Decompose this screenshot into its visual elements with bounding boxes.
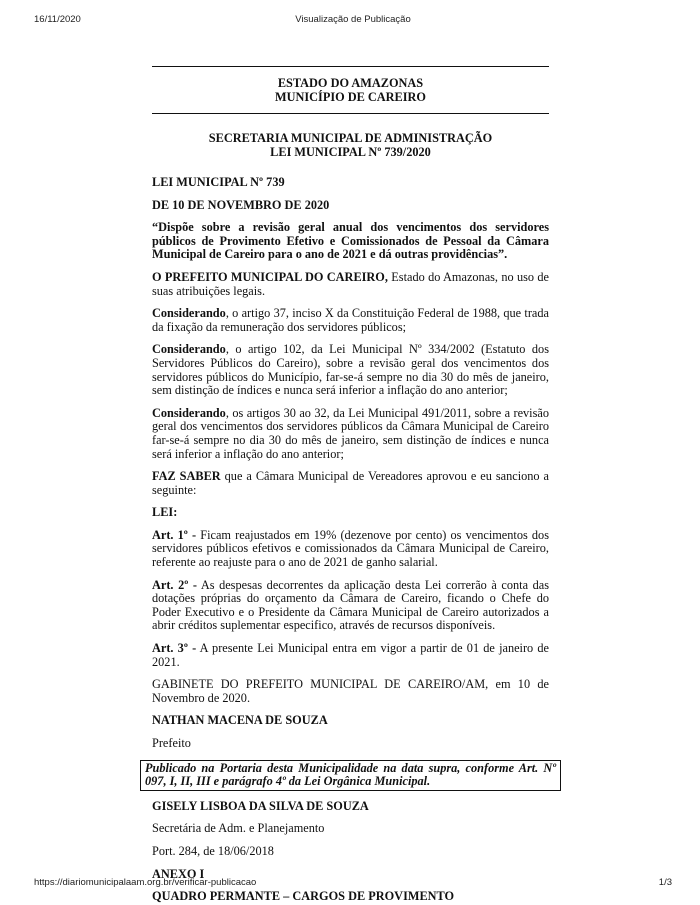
- considerando-label: Considerando: [152, 306, 226, 321]
- faz-saber: [152, 470, 549, 497]
- law-date: DE 10 DE NOVEMBRO DE 2020: [152, 197, 330, 212]
- secretariat-line: SECRETARIA MUNICIPAL DE ADMINISTRAÇÃO: [208, 131, 493, 145]
- state-heading: [152, 77, 549, 104]
- article-2: [152, 579, 549, 633]
- article-label: Art. 3º -: [152, 641, 197, 656]
- considerando-text: , o artigo 102, da Lei Municipal Nº 334/2002 (Estatuto dos Servidores Públicos do Careiro), sobre a revisão geral dos vencimentos dos servidores públicos do Município, far-se-á sempre no dia 30 do mês de janeiro, sem distinção de índices e nunca será inferior a inflação do ano anterior;: [152, 342, 549, 398]
- secretary-name: GISELY LISBOA DA SILVA DE SOUZA: [152, 798, 369, 813]
- law-reference-line: LEI MUNICIPAL Nº 739/2020: [270, 144, 431, 159]
- publication-note: Publicado na Portaria desta Municipalidade na data supra, conforme Art. Nº 097, I, II, III e parágrafo 4º da Lei Orgânica Municipal.: [140, 760, 561, 791]
- top-rule: [152, 66, 549, 67]
- page-number: 1/3: [658, 877, 672, 888]
- faz-saber-text: que a Câmara Municipal de Vereadores aprovou e eu sanciono a seguinte:: [152, 469, 549, 497]
- article-text: Ficam reajustados em 19% (dezenove por cento) os vencimentos dos servidores públicos efetivos e comissionados da Câmara Municipal de Careiro, referente ao reajuste para o ano de 2021 de ganho salarial.: [152, 527, 549, 570]
- considerando-2: [152, 343, 549, 397]
- preamble-text: Estado do Amazonas, no uso de suas atribuições legais.: [152, 269, 549, 298]
- annex-title: QUADRO PERMANTE – CARGOS DE PROVIMENTO: [152, 889, 455, 904]
- preamble-bold: O PREFEITO MUNICIPAL DO CAREIRO,: [152, 269, 388, 284]
- secretariat-heading: [152, 132, 549, 159]
- bottom-rule: [152, 113, 549, 114]
- mayor-title: Prefeito: [152, 736, 191, 750]
- considerando-label: Considerando: [152, 405, 226, 420]
- considerando-3: [152, 407, 549, 461]
- law-summary: “Dispõe sobre a revisão geral anual dos vencimentos dos servidores públicos de Provimento Efetivo e Comissionados de Pessoal da Câmara Municipal de Careiro para o ano de 2021 e dá outras providências”.: [152, 220, 549, 262]
- law-number: LEI MUNICIPAL Nº 739: [152, 175, 285, 189]
- article-text: A presente Lei Municipal entra em vigor a partir de 01 de janeiro de 2021.: [152, 641, 549, 669]
- faz-saber-bold: FAZ SABER: [152, 469, 221, 484]
- article-1: [152, 529, 549, 570]
- print-title: Visualização de Publicação: [295, 14, 411, 25]
- annex-label: ANEXO I: [152, 866, 205, 881]
- article-text: As despesas decorrentes da aplicação desta Lei correrão à conta das dotações próprias do orçamento da Câmara de Careiro, ficando o Chefe do Poder Executivo e o Presidente da Câmara Municipal de Careiro autorizados a abrir créditos suplementar especifico, através de recursos disponíveis.: [152, 577, 549, 633]
- article-label: Art. 1º -: [152, 527, 197, 542]
- gabinete: GABINETE DO PREFEITO MUNICIPAL DE CAREIRO/AM, em 10 de Novembro de 2020.: [152, 677, 549, 705]
- mayor-name: NATHAN MACENA DE SOUZA: [152, 713, 328, 728]
- secretary-title: Secretária de Adm. e Planejamento: [152, 821, 325, 836]
- footer-url[interactable]: https://diariomunicipalaam.org.br/verificar-publicacao: [34, 877, 257, 888]
- considerando-text: , o artigo 37, inciso X da Constituição Federal de 1988, que trada da fixação da remuneração dos servidores públicos;: [152, 306, 549, 334]
- portaria: Port. 284, de 18/06/2018: [152, 843, 274, 858]
- state-line: ESTADO DO AMAZONAS: [277, 76, 424, 90]
- considerando-1: [152, 307, 549, 334]
- municipality-line: MUNICÍPIO DE CAREIRO: [275, 89, 426, 104]
- considerando-text: , os artigos 30 ao 32, da Lei Municipal 491/2011, sobre a revisão geral dos vencimentos dos servidores públicos da Câmara Municipal de Careiro far-se-á sempre no dia 30 do mês de janeiro, sem distinção de índices e nunca será inferior a inflação do ano anterior;: [152, 405, 549, 461]
- article-3: [152, 642, 549, 669]
- print-date: 16/11/2020: [34, 14, 81, 25]
- article-label: Art. 2º -: [152, 577, 197, 592]
- lei-label: LEI:: [152, 505, 178, 520]
- considerando-label: Considerando: [152, 342, 226, 357]
- preamble: [152, 271, 549, 298]
